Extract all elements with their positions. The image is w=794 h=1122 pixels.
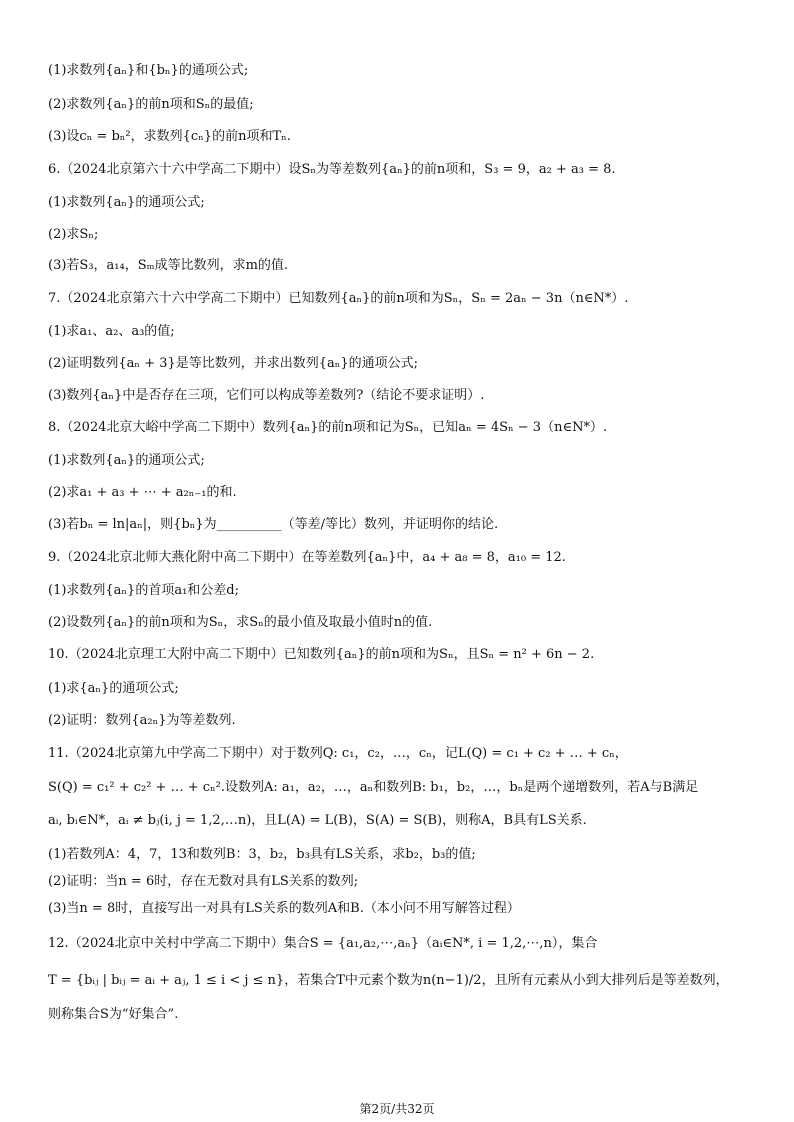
text-line: (1)求数列{aₙ}的首项a₁和公差d; — [48, 583, 239, 598]
text-line: S(Q) = c₁² + c₂² + … + cₙ².设数列A: a₁，a₂，…，aₙ和数列B: b₁，b₂，…，bₙ是两个递增数列，若A与B满足 — [48, 780, 699, 795]
text-line: (1)求数列{aₙ}和{bₙ}的通项公式; — [48, 63, 249, 78]
question-12-stem: 12.（2024北京中关村中学高二下期中）集合S = {a₁,a₂,⋯,aₙ}（aᵢ∈N*, i = 1,2,⋯,n），集合 — [48, 936, 598, 951]
text-line: (1)求数列{aₙ}的通项公式; — [48, 453, 205, 468]
page-footer: 第2页/共32页 — [359, 1102, 435, 1116]
text-line: (2)证明：数列{a₂ₙ}为等差数列. — [48, 713, 236, 728]
question-6-stem: 6.（2024北京第六十六中学高二下期中）设Sₙ为等差数列{aₙ}的前n项和，S₃ = 9，a₂ + a₃ = 8. — [48, 162, 616, 177]
text-line: 则称集合S为“好集合”. — [48, 1007, 179, 1022]
text-line: (1)若数列A：4，7，13和数列B：3，b₂，b₃具有LS关系，求b₂，b₃的值; — [48, 847, 476, 862]
text-line: aᵢ, bᵢ∈N*，aᵢ ≠ bⱼ(i, j = 1,2,…n)，且L(A) = L(B)，S(A) = S(B)，则称A，B具有LS关系. — [48, 813, 587, 828]
text-line: (1)求数列{aₙ}的通项公式; — [48, 195, 205, 210]
text-line: T = {bᵢⱼ | bᵢⱼ = aᵢ + aⱼ, 1 ≤ i < j ≤ n}，若集合T中元素个数为n(n−1)/2，且所有元素从小到大排列后是等差数列， — [48, 973, 729, 988]
text-line: (2)证明：当n = 6时，存在无数对具有LS关系的数列; — [48, 874, 359, 889]
text-line: (3)设cₙ = bₙ²，求数列{cₙ}的前n项和Tₙ. — [48, 129, 291, 144]
text-line: (3)当n = 8时，直接写出一对具有LS关系的数列A和B.（本小问不用写解答过程） — [48, 901, 520, 916]
question-11-stem: 11.（2024北京第九中学高二下期中）对于数列Q: c₁，c₂，…，cₙ，记L(Q) = c₁ + c₂ + … + cₙ， — [48, 746, 628, 761]
text-line: (2)求a₁ + a₃ + ⋯ + a₂ₙ₋₁的和. — [48, 485, 237, 500]
question-7-stem: 7.（2024北京第六十六中学高二下期中）已知数列{aₙ}的前n项和为Sₙ，Sₙ = 2aₙ − 3n（n∈N*）. — [48, 291, 629, 306]
text-line: (1)求{aₙ}的通项公式; — [48, 681, 179, 696]
text-line: (3)若S₃，a₁₄，Sₘ成等比数列，求m的值. — [48, 258, 289, 273]
text-line: (2)求Sₙ; — [48, 227, 99, 242]
text-line: (1)求a₁、a₂、a₃的值; — [48, 324, 175, 339]
text-line: (2)求数列{aₙ}的前n项和Sₙ的最值; — [48, 97, 254, 112]
text-line: (2)证明数列{aₙ + 3}是等比数列，并求出数列{aₙ}的通项公式; — [48, 356, 419, 371]
text-line: (2)设数列{aₙ}的前n项和为Sₙ，求Sₙ的最小值及取最小值时n的值. — [48, 615, 433, 630]
question-9-stem: 9.（2024北京北师大燕化附中高二下期中）在等差数列{aₙ}中，a₄ + a₈ = 8，a₁₀ = 12. — [48, 550, 566, 565]
text-line: (3)数列{aₙ}中是否存在三项，它们可以构成等差数列?（结论不要求证明）. — [48, 388, 485, 403]
question-8-stem: 8.（2024北京大峪中学高二下期中）数列{aₙ}的前n项和记为Sₙ，已知aₙ = 4Sₙ − 3（n∈N*）. — [48, 420, 608, 435]
text-line: (3)若bₙ = ln|aₙ|，则{bₙ}为__________（等差/等比）数列，并证明你的结论. — [48, 517, 499, 532]
question-10-stem: 10.（2024北京理工大附中高二下期中）已知数列{aₙ}的前n项和为Sₙ，且Sₙ = n² + 6n − 2. — [48, 647, 595, 662]
